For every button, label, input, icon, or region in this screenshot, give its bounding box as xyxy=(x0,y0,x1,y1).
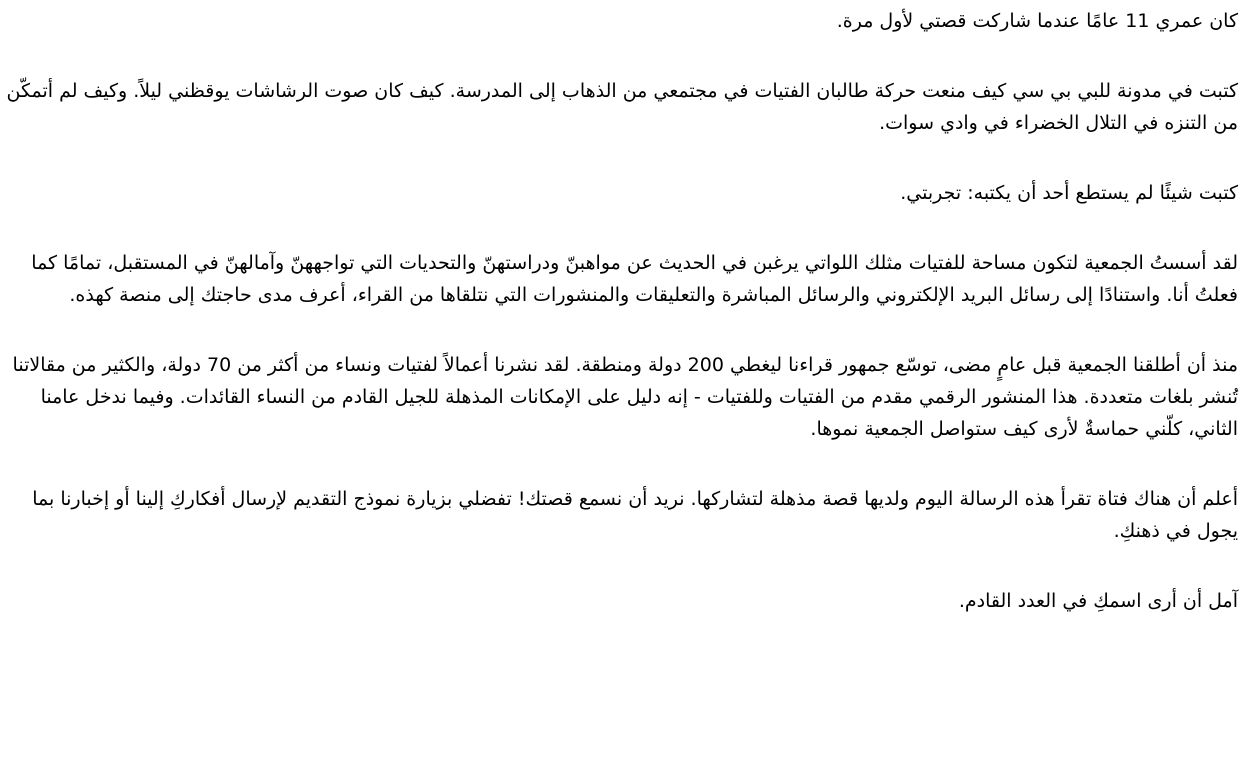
paragraph-my-experience: كتبت شيئًا لم يستطع أحد أن يكتبه: تجربتي. xyxy=(900,182,1238,204)
paragraph-closing: آمل أن أرى اسمكِ في العدد القادم. xyxy=(958,590,1238,612)
paragraph-bbc-blog: كتبت في مدونة للبي بي سي كيف منعت حركة طالبان الفتيات في مجتمعي من الذهاب إلى المدرسة. كيف كان صوت الرشاشات يوقظني ليلاً. وكيف لم أتمكّن من التنزه في التلال الخضراء في وادي سوات. xyxy=(6,80,1238,134)
paragraph-call-to-share: أعلم أن هناك فتاة تقرأ هذه الرسالة اليوم ولديها قصة مذهلة لتشاركها. نريد أن نسمع قصتك! تفضلي بزيارة نموذج التقديم لإرسال أفكاركِ إلينا أو إخبارنا بما يجول في ذهنكِ. xyxy=(32,488,1238,542)
paragraph-first-story: كان عمري 11 عامًا عندما شاركت قصتي لأول مرة. xyxy=(836,10,1238,32)
letter-body xyxy=(6,5,1238,617)
paragraph-growth: منذ أن أطلقنا الجمعية قبل عامٍ مضى، توسّع جمهور قراءنا ليغطي 200 دولة ومنطقة. لقد نشرنا أعمالاً لفتيات ونساء من أكثر من 70 دولة، والكثير من مقالاتنا تُنشر بلغات متعددة. هذا المنشور الرقمي مقدم من الفتيات وللفتيات - إنه دليل على الإمكانات المذهلة للجيل القادم من النساء القائدات. وفيما ندخل عامنا الثاني، كلّني حماسةٌ لأرى كيف ستواصل الجمعية نموها. xyxy=(12,354,1238,440)
paragraph-founding: لقد أسستُ الجمعية لتكون مساحة للفتيات مثلك اللواتي يرغبن في الحديث عن مواهبنّ ودراستهنّ والتحديات التي تواجههنّ وآمالهنّ في المستقبل، تمامًا كما فعلتُ أنا. واستنادًا إلى رسائل البريد الإلكتروني والرسائل المباشرة والتعليقات والمنشورات التي نتلقاها من القراء، أعرف مدى حاجتك إلى منصة كهذه. xyxy=(31,252,1238,306)
